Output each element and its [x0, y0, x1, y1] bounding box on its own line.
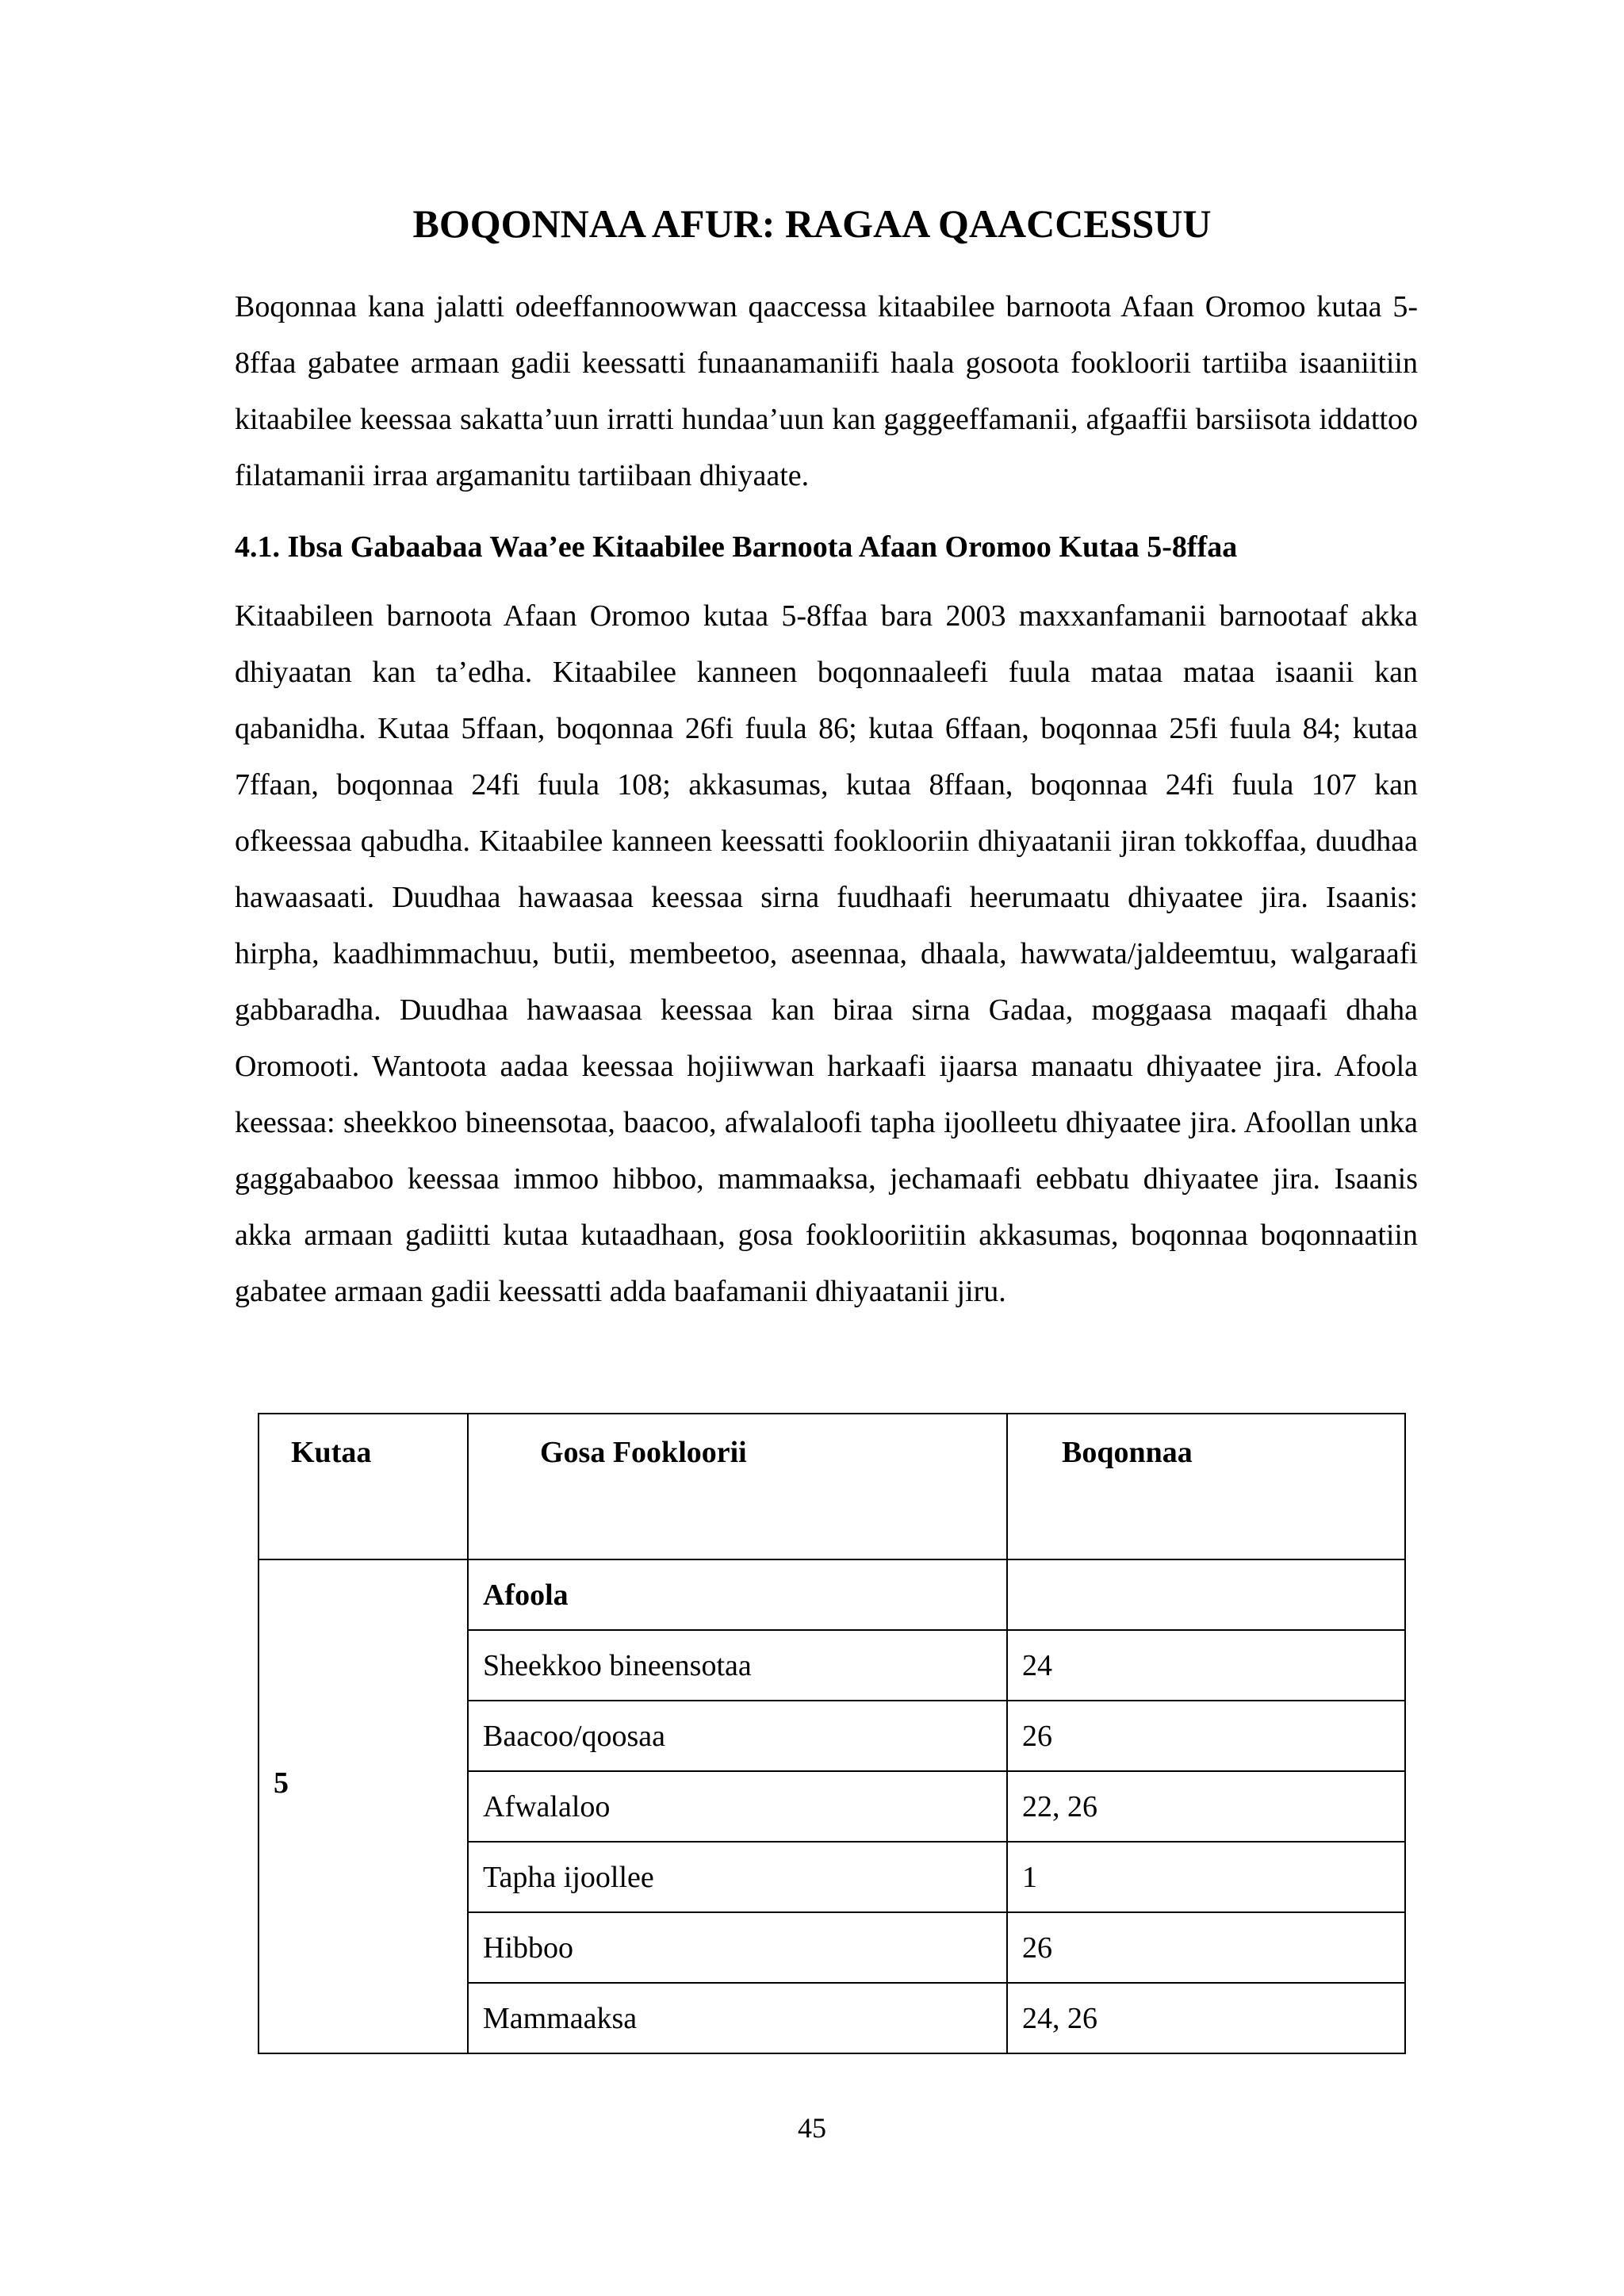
page-number: 45 [798, 2112, 826, 2144]
grade-cell: 5 [259, 1559, 468, 2053]
section-heading: 4.1. Ibsa Gabaabaa Waa’ee Kitaabilee Barnoota Afaan Oromoo Kutaa 5-8ffaa [235, 530, 1238, 564]
chapter-cell: 22, 26 [1007, 1771, 1405, 1842]
folklore-type-cell: Baacoo/qoosaa [468, 1701, 1007, 1771]
group-chapter-cell [1007, 1559, 1405, 1630]
folklore-type-cell: Afwalaloo [468, 1771, 1007, 1842]
header-folklore-type: Gosa Fookloorii [468, 1414, 1007, 1559]
table-row [259, 1559, 1405, 1630]
folklore-type-cell: Sheekkoo bineensotaa [468, 1630, 1007, 1701]
chapter-cell: 24, 26 [1007, 1983, 1405, 2053]
chapter-cell: 26 [1007, 1912, 1405, 1983]
chapter-title: BOQONNAA AFUR: RAGAA QAACCESSUU [412, 201, 1212, 246]
folklore-table [258, 1413, 1406, 2054]
folklore-type-cell: Mammaaksa [468, 1983, 1007, 2053]
section-paragraph: Kitaabileen barnoota Afaan Oromoo kutaa 5-8ffaa bara 2003 maxxanfamanii barnootaaf akka dhiyaatan kan ta’edha. Kitaabilee kanneen boqonnaaleefi fuula mataa mataa isaanii kan qabanidha. Kutaa 5ffaan, boqonnaa 26fi fuula 86; kutaa 6ffaan, boqonnaa 25fi fuula 84; kutaa 7ffaan, boqonnaa 24fi fuula 108; akkasumas, kutaa 8ffaan, boqonnaa 24fi fuula 107 kan ofkeessaa qabudha. Kitaabilee kanneen keessatti fooklooriin dhiyaatanii jiran tokkoffaa, duudhaa hawaasaati. Duudhaa hawaasaa keessaa sirna fuudhaafi heerumaatu dhiyaatee jira. Isaanis: hirpha, kaadhimmachuu, butii, membeetoo, aseennaa, dhaala, hawwata/jaldeemtuu, walgaraafi gabbaradha. Duudhaa hawaasaa keessaa kan biraa sirna Gadaa, moggaasa maqaafi dhaha Oromooti. Wantoota aadaa keessaa hojiiwwan harkaafi ijaarsa manaatu dhiyaatee jira. Afoola keessaa: sheekkoo bineensotaa, baacoo, afwalaloofi tapha ijoolleetu dhiyaatee jira. Afoollan unka gaggabaaboo keessaa immoo hibboo, mammaaksa, jechamaafi eebbatu dhiyaatee jira. Isaanis akka armaan gadiitti kutaa kutaadhaan, gosa fooklooriitiin akkasumas, boqonnaa boqonnaatiin gabatee armaan gadii keessatti adda baafamanii dhiyaatanii jiru. [235, 599, 1418, 1308]
chapter-cell: 24 [1007, 1630, 1405, 1701]
folklore-type-cell: Hibboo [468, 1912, 1007, 1983]
intro-paragraph: Boqonnaa kana jalatti odeeffannoowwan qaaccessa kitaabilee barnoota Afaan Oromoo kutaa 5-8ffaa gabatee armaan gadii keessatti funaanamaniifi haala gosoota fookloorii tartiiba isaaniitiin kitaabilee keessaa sakatta’uun irratti hundaa’uun kan gaggeeffamanii, afgaaffii barsiisota iddattoo filatamanii irraa argamanitu tartiibaan dhiyaate. [235, 290, 1418, 492]
header-chapter: Boqonnaa [1007, 1414, 1405, 1559]
chapter-cell: 26 [1007, 1701, 1405, 1771]
header-grade: Kutaa [259, 1414, 468, 1559]
table-header-row [259, 1414, 1405, 1559]
folklore-type-cell: Tapha ijoollee [468, 1842, 1007, 1912]
chapter-cell: 1 [1007, 1842, 1405, 1912]
group-label-cell: Afoola [468, 1559, 1007, 1630]
